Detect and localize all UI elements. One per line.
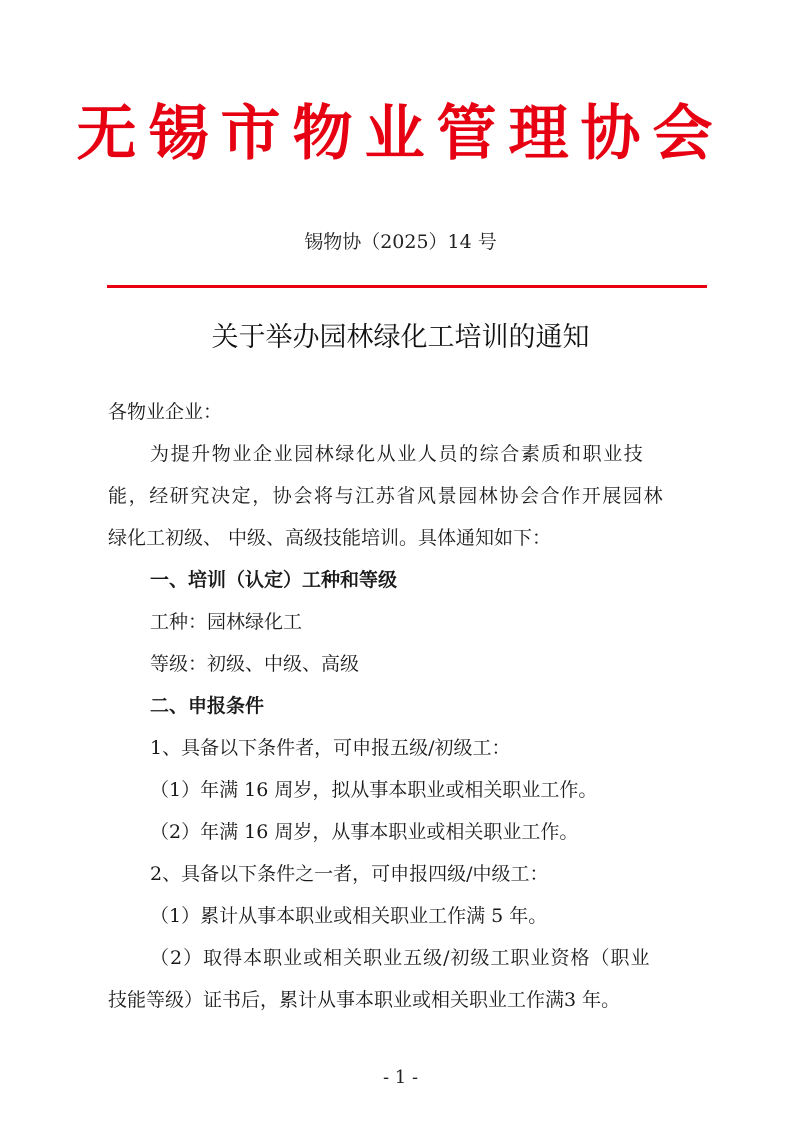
condition-item: （2）取得本职业或相关职业五级/初级工职业资格（职业 (150, 947, 651, 969)
condition-item: 技能等级）证书后，累计从事本职业或相关职业工作满3 年。 (108, 989, 621, 1011)
levels-line: 等级：初级、中级、高级 (150, 653, 360, 675)
organization-title: 无锡市物业管理协会 (76, 99, 725, 169)
page-number: - 1 - (382, 1067, 419, 1088)
intro-paragraph-line: 绿化工初级、 中级、高级技能培训。具体通知如下： (108, 527, 552, 549)
intro-paragraph-line: 能，经研究决定，协会将与江苏省风景园林协会合作开展园林 (108, 485, 665, 507)
salutation: 各物业企业： (108, 401, 223, 423)
intro-paragraph-line: 为提升物业企业园林绿化从业人员的综合素质和职业技 (150, 443, 645, 465)
red-divider-line (107, 285, 707, 288)
condition-item: 1、具备以下条件者，可申报五级/初级工： (150, 737, 511, 759)
condition-item: 2、具备以下条件之一者，可申报四级/中级工： (150, 863, 549, 885)
document-number: 锡物协（2025）14 号 (304, 231, 497, 253)
document-title: 关于举办园林绿化工培训的通知 (211, 322, 590, 353)
condition-item: （1）累计从事本职业或相关职业工作满 5 年。 (150, 905, 548, 927)
section-heading: 二、申报条件 (150, 695, 265, 717)
section-heading: 一、培训（认定）工种和等级 (150, 569, 398, 591)
condition-item: （2）年满 16 周岁，从事本职业或相关职业工作。 (150, 821, 579, 843)
condition-item: （1）年满 16 周岁，拟从事本职业或相关职业工作。 (150, 779, 598, 801)
trade-line: 工种：园林绿化工 (150, 611, 303, 633)
